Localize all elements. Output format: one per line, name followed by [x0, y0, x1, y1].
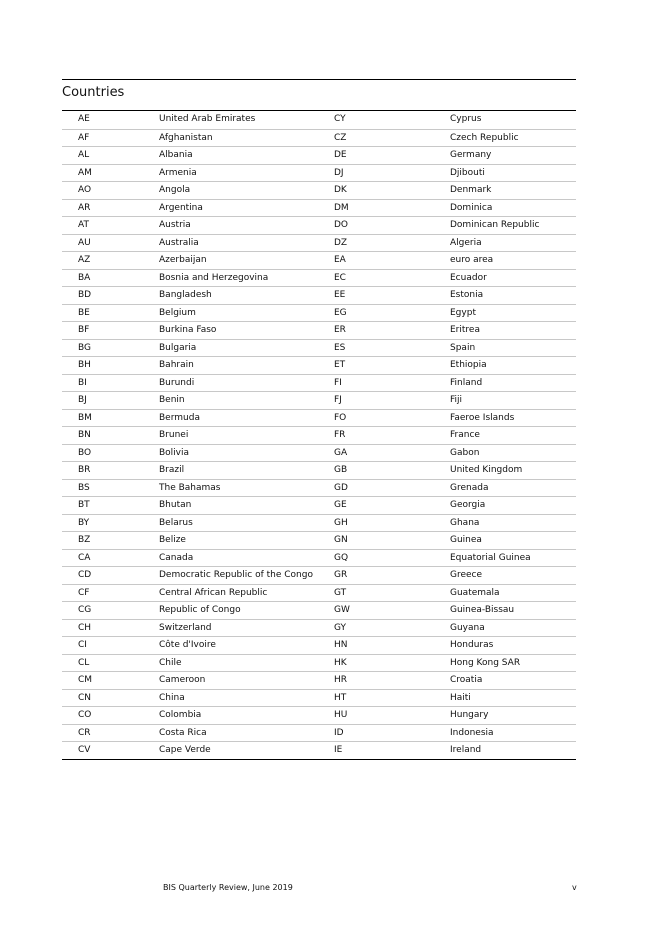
- table-row: [62, 374, 576, 392]
- code-right: GH: [334, 517, 348, 528]
- table-row: [62, 269, 576, 287]
- country-left: Brunei: [159, 430, 189, 440]
- country-left: The Bahamas: [159, 482, 221, 493]
- country-right: Gabon: [450, 447, 480, 458]
- country-right: Cyprus: [450, 114, 482, 124]
- code-left: BN: [78, 430, 91, 440]
- code-left: AO: [78, 185, 92, 195]
- country-left: Cameroon: [159, 675, 206, 685]
- table-row: [62, 741, 576, 759]
- table-row: [62, 584, 576, 602]
- code-left: CN: [78, 692, 92, 703]
- country-left: China: [159, 692, 185, 703]
- code-left: CD: [78, 570, 92, 580]
- country-right: Faeroe Islands: [450, 412, 515, 423]
- table-row: [62, 479, 576, 497]
- country-left: Azerbaijan: [159, 255, 207, 265]
- table-row: [62, 234, 576, 252]
- table-row: [62, 356, 576, 374]
- code-right: DK: [334, 185, 347, 195]
- code-right: GN: [334, 535, 348, 545]
- country-right: Indonesia: [450, 727, 494, 738]
- country-right: Guyana: [450, 622, 485, 633]
- table-row: [62, 409, 576, 427]
- table-row: [62, 129, 576, 147]
- footer-page-number: v: [572, 883, 577, 892]
- country-left: Burkina Faso: [159, 325, 217, 335]
- country-right: Greece: [450, 570, 483, 580]
- code-left: BS: [78, 482, 90, 493]
- table-row: [62, 619, 576, 637]
- countries-table: [62, 110, 576, 760]
- country-left: Armenia: [159, 167, 197, 178]
- country-right: Egypt: [450, 307, 476, 318]
- table-row: [62, 566, 576, 584]
- code-left: BA: [78, 272, 91, 283]
- table-row: [62, 339, 576, 357]
- country-left: Bolivia: [159, 447, 190, 458]
- code-right: DJ: [334, 167, 344, 178]
- country-left: United Arab Emirates: [159, 114, 256, 124]
- country-right: Spain: [450, 342, 476, 353]
- code-right: IE: [334, 745, 343, 755]
- table-row: [62, 146, 576, 164]
- code-right: FO: [334, 412, 347, 423]
- table-row: [62, 514, 576, 532]
- code-left: BY: [78, 517, 90, 528]
- code-left: BE: [78, 307, 90, 318]
- code-right: GW: [334, 605, 350, 615]
- country-left: Chile: [159, 657, 182, 668]
- code-right: GD: [334, 482, 348, 493]
- code-left: AZ: [78, 255, 91, 265]
- country-left: Bulgaria: [159, 342, 197, 353]
- code-left: BZ: [78, 535, 91, 545]
- country-left: Colombia: [159, 710, 202, 720]
- code-right: EC: [334, 272, 346, 283]
- code-left: CL: [78, 657, 90, 668]
- table-row: [62, 444, 576, 462]
- table-row: [62, 549, 576, 567]
- code-right: EA: [334, 255, 346, 265]
- code-right: FI: [334, 377, 342, 388]
- code-right: EE: [334, 290, 346, 300]
- country-left: Bermuda: [159, 412, 200, 423]
- country-left: Angola: [159, 185, 191, 195]
- country-right: Denmark: [450, 185, 492, 195]
- code-right: CY: [334, 114, 346, 124]
- country-left: Central African Republic: [159, 587, 268, 598]
- code-right: DO: [334, 220, 349, 230]
- country-right: Haiti: [450, 692, 471, 703]
- country-right: Dominica: [450, 202, 493, 213]
- country-right: Ireland: [450, 745, 482, 755]
- country-right: Guinea: [450, 535, 482, 545]
- code-right: DM: [334, 202, 349, 213]
- code-right: GE: [334, 500, 347, 510]
- code-right: ET: [334, 360, 346, 370]
- table-row: [62, 461, 576, 479]
- table-row: [62, 496, 576, 514]
- country-right: Estonia: [450, 290, 484, 300]
- country-right: Ethiopia: [450, 360, 487, 370]
- country-left: Costa Rica: [159, 727, 207, 738]
- code-right: ES: [334, 342, 346, 353]
- code-right: EG: [334, 307, 347, 318]
- code-left: AT: [78, 220, 89, 230]
- code-right: GY: [334, 622, 347, 633]
- code-left: CG: [78, 605, 92, 615]
- country-right: Grenada: [450, 482, 489, 493]
- code-left: CM: [78, 675, 93, 685]
- table-row: [62, 654, 576, 672]
- code-right: DE: [334, 150, 347, 160]
- code-left: BO: [78, 447, 92, 458]
- footer-publication: BIS Quarterly Review, June 2019: [163, 883, 293, 892]
- country-left: Cape Verde: [159, 745, 211, 755]
- code-right: ID: [334, 727, 344, 738]
- country-left: Switzerland: [159, 622, 212, 633]
- country-left: Belarus: [159, 517, 193, 528]
- country-right: Georgia: [450, 500, 486, 510]
- code-right: GB: [334, 465, 348, 475]
- code-left: CV: [78, 745, 91, 755]
- code-right: HT: [334, 692, 347, 703]
- code-left: AR: [78, 202, 91, 213]
- code-left: CA: [78, 552, 91, 563]
- country-right: France: [450, 430, 480, 440]
- code-right: FR: [334, 430, 346, 440]
- country-left: Belize: [159, 535, 186, 545]
- country-right: Guinea-Bissau: [450, 605, 515, 615]
- table-row: [62, 321, 576, 339]
- table-row: [62, 251, 576, 269]
- country-left: Bosnia and Herzegovina: [159, 272, 269, 283]
- table-row: [62, 671, 576, 689]
- country-right: Ecuador: [450, 272, 487, 283]
- country-right: Algeria: [450, 237, 482, 248]
- code-left: BT: [78, 500, 90, 510]
- table-row: [62, 199, 576, 217]
- table-row: [62, 391, 576, 409]
- code-left: BF: [78, 325, 90, 335]
- country-right: Czech Republic: [450, 132, 519, 143]
- code-left: CI: [78, 640, 87, 650]
- country-right: Finland: [450, 377, 483, 388]
- table-row: [62, 689, 576, 707]
- code-left: BI: [78, 377, 87, 388]
- top-rule: [62, 79, 576, 80]
- table-row: [62, 181, 576, 199]
- country-left: Republic of Congo: [159, 605, 241, 615]
- country-left: Bahrain: [159, 360, 194, 370]
- code-left: BR: [78, 465, 91, 475]
- code-right: FJ: [334, 395, 342, 405]
- table-row: [62, 164, 576, 182]
- code-left: AF: [78, 132, 90, 143]
- country-right: Guatemala: [450, 587, 500, 598]
- country-left: Democratic Republic of the Congo: [159, 570, 313, 580]
- code-right: GA: [334, 447, 348, 458]
- table-row: [62, 304, 576, 322]
- code-left: CR: [78, 727, 91, 738]
- country-right: Ghana: [450, 517, 480, 528]
- country-left: Afghanistan: [159, 132, 213, 143]
- country-right: Djibouti: [450, 167, 485, 178]
- table-row: [62, 216, 576, 234]
- table-row: [62, 636, 576, 654]
- code-right: CZ: [334, 132, 347, 143]
- country-right: Eritrea: [450, 325, 480, 335]
- code-right: HR: [334, 675, 348, 685]
- country-right: Honduras: [450, 640, 494, 650]
- country-right: euro area: [450, 255, 494, 265]
- table-row: [62, 601, 576, 619]
- country-left: Albania: [159, 150, 193, 160]
- table-row: [62, 724, 576, 742]
- section-title: Countries: [62, 85, 125, 100]
- code-left: AU: [78, 237, 91, 248]
- country-right: Fiji: [450, 395, 463, 405]
- code-right: HN: [334, 640, 348, 650]
- table-row: [62, 426, 576, 444]
- code-left: AE: [78, 114, 90, 124]
- code-left: BG: [78, 342, 91, 353]
- country-right: Germany: [450, 150, 492, 160]
- country-left: Austria: [159, 220, 191, 230]
- country-left: Canada: [159, 552, 194, 563]
- country-right: Hong Kong SAR: [450, 657, 521, 668]
- code-right: GT: [334, 587, 347, 598]
- code-right: HU: [334, 710, 348, 720]
- country-left: Belgium: [159, 307, 196, 318]
- country-right: Dominican Republic: [450, 220, 540, 230]
- code-left: BD: [78, 290, 92, 300]
- table-row: [62, 111, 576, 129]
- code-right: GR: [334, 570, 348, 580]
- code-left: AM: [78, 167, 92, 178]
- code-right: GQ: [334, 552, 349, 563]
- table-row: [62, 706, 576, 724]
- country-left: Bangladesh: [159, 290, 212, 300]
- country-right: Hungary: [450, 710, 489, 720]
- code-right: ER: [334, 325, 346, 335]
- code-right: DZ: [334, 237, 348, 248]
- table-row: [62, 531, 576, 549]
- country-left: Côte d'Ivoire: [159, 640, 216, 650]
- code-left: CF: [78, 587, 90, 598]
- country-right: Croatia: [450, 675, 483, 685]
- code-left: BH: [78, 360, 91, 370]
- country-left: Burundi: [159, 377, 195, 388]
- code-right: HK: [334, 657, 347, 668]
- country-left: Benin: [159, 395, 185, 405]
- country-right: Equatorial Guinea: [450, 552, 531, 563]
- country-left: Argentina: [159, 202, 203, 213]
- code-left: CO: [78, 710, 92, 720]
- country-right: United Kingdom: [450, 465, 523, 475]
- code-left: BM: [78, 412, 92, 423]
- code-left: AL: [78, 150, 90, 160]
- country-left: Australia: [159, 237, 199, 248]
- code-left: CH: [78, 622, 92, 633]
- country-left: Brazil: [159, 465, 185, 475]
- country-left: Bhutan: [159, 500, 192, 510]
- code-left: BJ: [78, 395, 87, 405]
- table-row: [62, 286, 576, 304]
